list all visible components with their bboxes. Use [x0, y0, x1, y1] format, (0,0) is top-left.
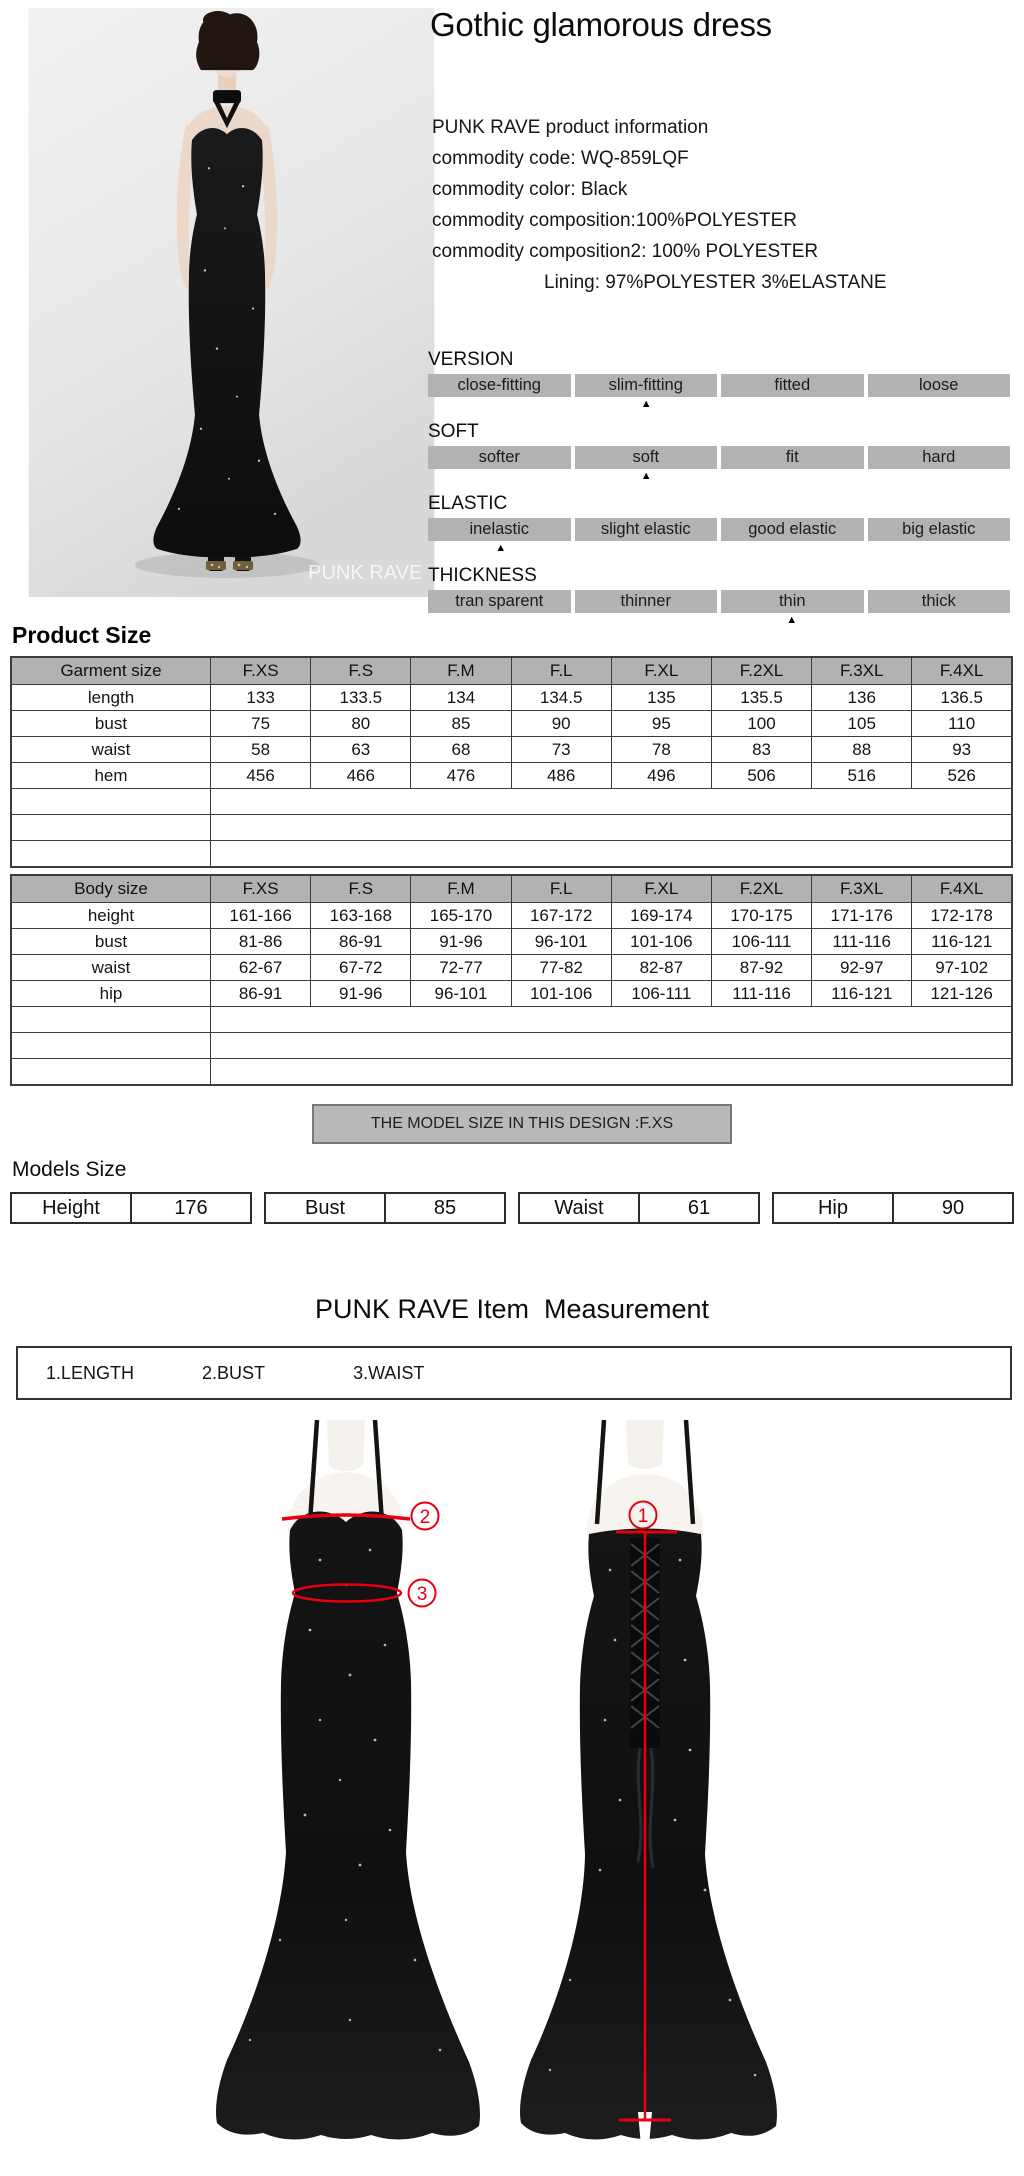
size-value: 170-175: [711, 903, 811, 929]
size-value: 506: [711, 763, 811, 789]
marker-spacer: [865, 541, 1011, 556]
size-value: 80: [311, 711, 411, 737]
dress-front-silhouette: [216, 1512, 480, 2140]
models-size-heading: Models Size: [12, 1158, 127, 1181]
column-header: F.3XL: [812, 875, 912, 903]
empty-cell: [11, 789, 211, 815]
row-label: bust: [11, 711, 211, 737]
size-value: 165-170: [411, 903, 511, 929]
table-row: [11, 737, 1012, 763]
attribute-option: softer: [428, 446, 571, 469]
size-value: 77-82: [511, 955, 611, 981]
attribute-option: good elastic: [721, 518, 864, 541]
empty-row: [11, 815, 1012, 841]
size-value: 73: [511, 737, 611, 763]
attribute-name: THICKNESS: [428, 565, 537, 586]
size-value: 105: [812, 711, 912, 737]
size-value: 111-116: [812, 929, 912, 955]
annotation-number-3: 3: [416, 1584, 428, 1605]
size-value: 83: [711, 737, 811, 763]
empty-cell: [11, 1033, 211, 1059]
size-value: 95: [611, 711, 711, 737]
attribute-name: SOFT: [428, 421, 479, 442]
mannequin-neck: [327, 1420, 365, 1471]
marker-spacer: [719, 541, 865, 556]
row-label: waist: [11, 955, 211, 981]
attribute-section-elastic: [428, 492, 1010, 556]
attribute-name: VERSION: [428, 349, 514, 370]
legend-item: 1.LENGTH: [46, 1362, 135, 1383]
size-value: 163-168: [311, 903, 411, 929]
size-value: 161-166: [211, 903, 311, 929]
marker-spacer: [428, 613, 574, 628]
annotation-number-1: 1: [637, 1506, 649, 1527]
size-value: 169-174: [611, 903, 711, 929]
attribute-option: big elastic: [868, 518, 1011, 541]
attribute-option: thin: [721, 590, 864, 613]
marker-spacer: [865, 397, 1011, 412]
empty-row: [11, 1059, 1012, 1086]
garment-size-table: [10, 656, 1013, 868]
marker-spacer: [719, 397, 865, 412]
attribute-section-thickness: [428, 564, 1010, 628]
marker-spacer: [574, 613, 720, 628]
model-size-label: Height: [12, 1194, 132, 1222]
column-header: F.L: [511, 875, 611, 903]
column-header: F.4XL: [912, 657, 1012, 685]
column-header: F.2XL: [711, 657, 811, 685]
attribute-option: tran sparent: [428, 590, 571, 613]
table-row: [11, 903, 1012, 929]
mannequin-neck: [626, 1420, 664, 1469]
attribute-option: loose: [868, 374, 1011, 397]
product-info-block: [432, 112, 887, 298]
attribute-option: thick: [868, 590, 1011, 613]
attribute-option: fitted: [721, 374, 864, 397]
model-size-label: Bust: [266, 1194, 386, 1222]
size-value: 81-86: [211, 929, 311, 955]
column-header: F.XS: [211, 657, 311, 685]
size-value: 171-176: [812, 903, 912, 929]
size-value: 63: [311, 737, 411, 763]
attribute-option: slight elastic: [575, 518, 718, 541]
photo-watermark: PUNK RAVE: [308, 561, 423, 584]
marker-spacer: [719, 469, 865, 484]
empty-row: [11, 841, 1012, 868]
row-label: hip: [11, 981, 211, 1007]
attribute-marker-row: [428, 397, 1010, 412]
size-value: 167-172: [511, 903, 611, 929]
empty-cell: [211, 841, 1013, 868]
back-measurement-photo: [470, 1420, 850, 2168]
column-header: F.S: [311, 657, 411, 685]
size-value: 100: [711, 711, 811, 737]
table-row: [11, 955, 1012, 981]
size-value: 67-72: [311, 955, 411, 981]
model-size-value: 90: [941, 1196, 965, 1219]
attribute-options: [428, 518, 1010, 541]
size-value: 86-91: [211, 981, 311, 1007]
size-value: 62-67: [211, 955, 311, 981]
product-photo: [28, 8, 435, 597]
attribute-options: [428, 590, 1010, 613]
attribute-option: inelastic: [428, 518, 571, 541]
info-line: commodity composition2: 100% POLYESTER: [432, 241, 819, 262]
model-size-value: 61: [687, 1196, 711, 1219]
size-value: 78: [611, 737, 711, 763]
size-value: 87-92: [711, 955, 811, 981]
info-line: Lining: 97%POLYESTER 3%ELASTANE: [544, 272, 887, 293]
row-label: hem: [11, 763, 211, 789]
attribute-name: ELASTIC: [428, 493, 508, 514]
table-row: [11, 711, 1012, 737]
size-value: 91-96: [311, 981, 411, 1007]
marker-spacer: [428, 397, 574, 412]
size-value: 72-77: [411, 955, 511, 981]
size-value: 121-126: [912, 981, 1012, 1007]
column-header: F.XL: [611, 657, 711, 685]
marker-spacer: [574, 541, 720, 556]
empty-cell: [211, 815, 1013, 841]
marker-spacer: [865, 469, 1011, 484]
size-value: 90: [511, 711, 611, 737]
size-value: 456: [211, 763, 311, 789]
info-line: PUNK RAVE product information: [432, 117, 709, 138]
size-value: 101-106: [611, 929, 711, 955]
size-value: 516: [812, 763, 912, 789]
column-header: Garment size: [11, 657, 211, 685]
column-header: F.XS: [211, 875, 311, 903]
size-value: 68: [411, 737, 511, 763]
attribute-marker-row: [428, 469, 1010, 484]
model-size-box-height: [10, 1192, 252, 1224]
selected-marker-icon: ▲: [640, 398, 652, 410]
attribute-section-soft: [428, 420, 1010, 484]
page-title: Gothic glamorous dress: [430, 6, 772, 43]
marker-spacer: [428, 469, 574, 484]
column-header: F.L: [511, 657, 611, 685]
attribute-option: soft: [575, 446, 718, 469]
table-row: [11, 981, 1012, 1007]
row-label: length: [11, 685, 211, 711]
model-size-label: Hip: [774, 1194, 894, 1222]
size-value: 85: [411, 711, 511, 737]
size-value: 91-96: [411, 929, 511, 955]
attribute-option: slim-fitting: [575, 374, 718, 397]
size-value: 466: [311, 763, 411, 789]
size-value: 96-101: [411, 981, 511, 1007]
empty-cell: [211, 1033, 1013, 1059]
column-header: F.4XL: [912, 875, 1012, 903]
info-line: commodity code: WQ-859LQF: [432, 148, 689, 169]
size-value: 134: [411, 685, 511, 711]
table-row: [11, 763, 1012, 789]
row-label: waist: [11, 737, 211, 763]
product-size-heading: Product Size: [12, 622, 152, 648]
size-value: 58: [211, 737, 311, 763]
size-value: 476: [411, 763, 511, 789]
column-header: F.3XL: [812, 657, 912, 685]
model-size-note-bar: THE MODEL SIZE IN THIS DESIGN :F.XS: [312, 1104, 732, 1144]
annotation-number-2: 2: [419, 1507, 431, 1528]
table-row: [11, 929, 1012, 955]
size-value: 135.5: [711, 685, 811, 711]
column-header: F.M: [411, 875, 511, 903]
row-label: height: [11, 903, 211, 929]
empty-cell: [211, 789, 1013, 815]
size-value: 97-102: [912, 955, 1012, 981]
empty-cell: [11, 1007, 211, 1033]
size-value: 133.5: [311, 685, 411, 711]
size-value: 526: [912, 763, 1012, 789]
column-header: Body size: [11, 875, 211, 903]
row-label: bust: [11, 929, 211, 955]
attribute-section-version: [428, 348, 1010, 412]
size-value: 136.5: [912, 685, 1012, 711]
attribute-option: close-fitting: [428, 374, 571, 397]
attribute-option: fit: [721, 446, 864, 469]
header-row: [11, 875, 1012, 903]
attribute-marker-row: [428, 613, 1010, 628]
column-header: F.S: [311, 875, 411, 903]
size-value: 88: [812, 737, 912, 763]
model-photo-illustration: [28, 8, 435, 597]
model-size-label: Waist: [520, 1194, 640, 1222]
empty-cell: [11, 1059, 211, 1086]
empty-row: [11, 789, 1012, 815]
size-value: 110: [912, 711, 1012, 737]
size-value: 486: [511, 763, 611, 789]
size-value: 134.5: [511, 685, 611, 711]
model-size-box-hip: [772, 1192, 1014, 1224]
size-value: 93: [912, 737, 1012, 763]
size-value: 96-101: [511, 929, 611, 955]
column-header: F.M: [411, 657, 511, 685]
legend-item: 3.WAIST: [353, 1362, 425, 1383]
attribute-option: hard: [868, 446, 1011, 469]
empty-cell: [11, 815, 211, 841]
size-value: 101-106: [511, 981, 611, 1007]
attribute-marker-row: [428, 541, 1010, 556]
body-size-table: [10, 874, 1013, 1086]
size-value: 136: [812, 685, 912, 711]
size-value: 106-111: [711, 929, 811, 955]
size-value: 116-121: [912, 929, 1012, 955]
size-value: 133: [211, 685, 311, 711]
size-value: 172-178: [912, 903, 1012, 929]
column-header: F.2XL: [711, 875, 811, 903]
attribute-options: [428, 446, 1010, 469]
column-header: F.XL: [611, 875, 711, 903]
models-size-row: [10, 1192, 1014, 1224]
size-value: 135: [611, 685, 711, 711]
empty-row: [11, 1033, 1012, 1059]
selected-marker-icon: ▲: [640, 470, 652, 482]
size-value: 86-91: [311, 929, 411, 955]
measurement-legend-box: [16, 1346, 1012, 1400]
size-value: 106-111: [611, 981, 711, 1007]
empty-cell: [11, 841, 211, 868]
attribute-sections: [428, 348, 1010, 636]
model-size-value: 85: [433, 1196, 457, 1219]
attribute-option: thinner: [575, 590, 718, 613]
measurement-heading: PUNK RAVE Item Measurement: [314, 1294, 710, 1324]
size-value: 92-97: [812, 955, 912, 981]
empty-cell: [211, 1007, 1013, 1033]
empty-cell: [211, 1059, 1013, 1086]
back-dress-illustration: [470, 1420, 850, 2168]
selected-marker-icon: ▲: [495, 542, 507, 554]
size-value: 82-87: [611, 955, 711, 981]
size-value: 116-121: [812, 981, 912, 1007]
table-row: [11, 685, 1012, 711]
empty-row: [11, 1007, 1012, 1033]
legend-item: 2.BUST: [202, 1362, 266, 1383]
size-value: 75: [211, 711, 311, 737]
model-size-box-bust: [264, 1192, 506, 1224]
header-row: [11, 657, 1012, 685]
model-size-value: 176: [174, 1196, 208, 1219]
model-size-box-waist: [518, 1192, 760, 1224]
attribute-options: [428, 374, 1010, 397]
info-line: commodity composition:100%POLYESTER: [432, 210, 798, 231]
selected-marker-icon: ▲: [786, 614, 798, 626]
info-line: commodity color: Black: [432, 179, 628, 200]
size-value: 111-116: [711, 981, 811, 1007]
marker-spacer: [865, 613, 1011, 628]
size-value: 496: [611, 763, 711, 789]
